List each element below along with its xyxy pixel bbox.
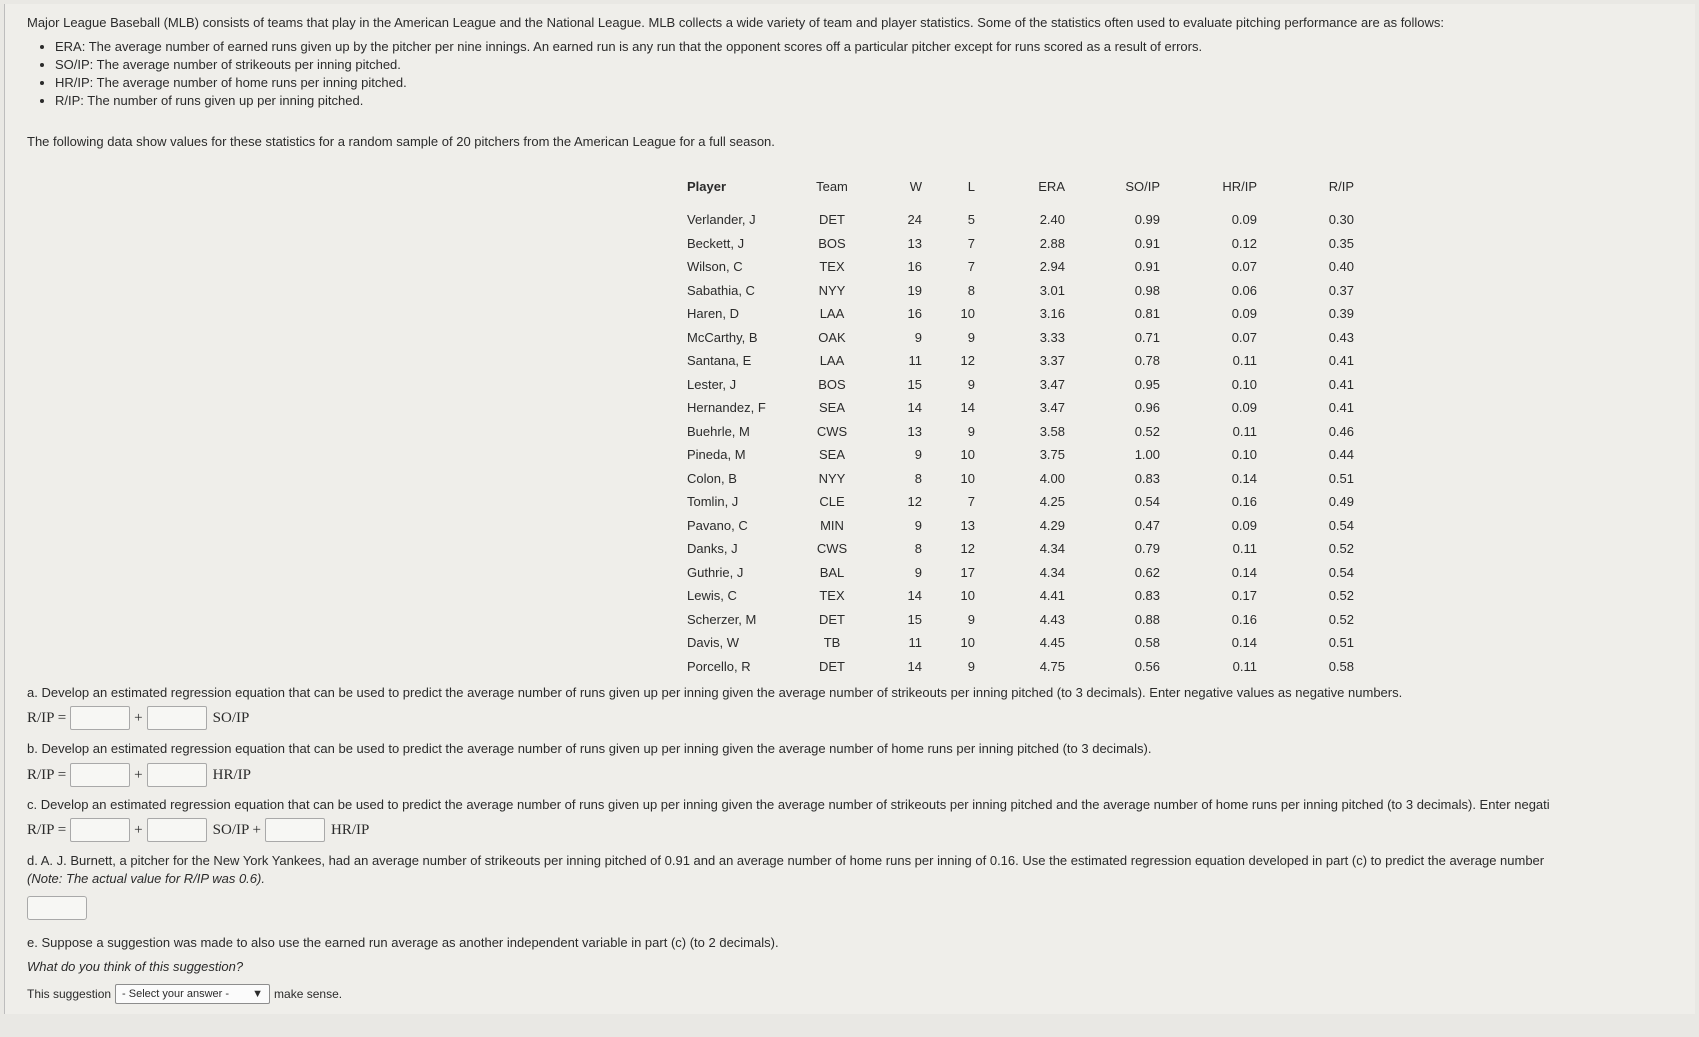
- variable-so-ip: SO/IP: [212, 709, 250, 726]
- cell-era: 3.58: [1039, 423, 1065, 439]
- equation-a-lhs: R/IP =: [27, 709, 67, 726]
- cell-r-ip: 0.43: [1328, 329, 1354, 345]
- table-row: [687, 561, 1354, 585]
- question-c: c. Develop an estimated regression equation that can be used to predict the average number of runs given up per inning given the average number of strikeouts per inning pitched and the average number of home runs per inning pitched (to 3 decimals). Enter negati: [27, 797, 1550, 812]
- cell-hr-ip: 0.10: [1231, 447, 1257, 463]
- cell-w: 9: [914, 564, 922, 580]
- header-l: L: [967, 178, 975, 194]
- cell-r-ip: 0.35: [1328, 235, 1354, 251]
- header-era: ERA: [1038, 178, 1065, 194]
- cell-l: 10: [960, 588, 975, 604]
- cell-player: Santana, E: [687, 353, 752, 369]
- cell-so-ip: 1.00: [1134, 447, 1160, 463]
- header-r-ip: R/IP: [1328, 178, 1354, 194]
- cell-w: 15: [907, 376, 922, 392]
- question-d-note: (Note: The actual value for R/IP was 0.6).: [27, 871, 265, 886]
- question-e-followup: What do you think of this suggestion?: [27, 959, 244, 974]
- question-e: e. Suppose a suggestion was made to also use the earned run average as another independent variable in part (c) (to 2 decimals).: [27, 935, 779, 950]
- cell-l: 13: [960, 517, 975, 533]
- cell-era: 4.45: [1039, 635, 1065, 651]
- cell-r-ip: 0.41: [1328, 400, 1354, 416]
- table-row: [687, 420, 1354, 444]
- cell-l: 14: [960, 400, 975, 416]
- cell-player: Buehrle, M: [687, 423, 750, 439]
- cell-hr-ip: 0.09: [1231, 306, 1257, 322]
- definition-r-ip: • R/IP: The number of runs given up per inning pitched.: [55, 92, 1677, 110]
- cell-era: 4.75: [1039, 658, 1065, 674]
- table-row: [687, 255, 1354, 279]
- cell-team: LAA: [819, 306, 845, 322]
- cell-w: 11: [908, 635, 922, 651]
- definition-so-ip: • SO/IP: The average number of strikeouts per inning pitched.: [55, 56, 1677, 74]
- cell-era: 3.47: [1039, 400, 1065, 416]
- variable-hr-ip: HR/IP: [330, 821, 370, 838]
- answer-a-intercept-input[interactable]: [70, 706, 130, 730]
- cell-player: Colon, B: [687, 470, 737, 486]
- cell-w: 9: [914, 517, 922, 533]
- cell-w: 19: [907, 282, 922, 298]
- cell-hr-ip: 0.09: [1231, 212, 1257, 228]
- plus-sign: +: [134, 821, 143, 838]
- pitcher-stats-table: [687, 176, 1354, 678]
- cell-player: Porcello, R: [687, 658, 751, 674]
- cell-w: 14: [907, 658, 922, 674]
- cell-team: CLE: [819, 494, 845, 510]
- definition-era: • ERA: The average number of earned runs given up by the pitcher per nine innings. An earned run is any run that the opponent scores off a particular pitcher except for runs scored as a result of errors.: [55, 38, 1677, 56]
- table-row: [687, 537, 1354, 561]
- cell-hr-ip: 0.14: [1231, 470, 1257, 486]
- cell-hr-ip: 0.09: [1231, 400, 1257, 416]
- cell-w: 13: [907, 235, 922, 251]
- answer-b-intercept-input[interactable]: [70, 763, 130, 787]
- cell-l: 5: [967, 212, 975, 228]
- cell-team: DET: [819, 212, 845, 228]
- cell-r-ip: 0.30: [1328, 212, 1354, 228]
- cell-era: 4.41: [1039, 588, 1065, 604]
- cell-r-ip: 0.52: [1328, 588, 1354, 604]
- intro-section: [27, 14, 1677, 110]
- cell-l: 10: [960, 470, 975, 486]
- cell-so-ip: 0.83: [1134, 588, 1160, 604]
- cell-player: Pineda, M: [687, 447, 746, 463]
- cell-player: Pavano, C: [687, 517, 748, 533]
- cell-era: 3.47: [1039, 376, 1065, 392]
- cell-l: 9: [967, 423, 975, 439]
- cell-so-ip: 0.88: [1134, 611, 1160, 627]
- cell-team: BAL: [819, 564, 845, 580]
- cell-r-ip: 0.54: [1328, 517, 1354, 533]
- cell-l: 9: [967, 376, 975, 392]
- question-page: [4, 4, 1695, 1014]
- question-d: d. A. J. Burnett, a pitcher for the New York Yankees, had an average number of strikeouts per inning pitched of 0.91 and an average number of home runs per inning of 0.16. Use the estimated regression equation developed in part (c) to predict the average number: [27, 853, 1545, 868]
- cell-so-ip: 0.78: [1134, 353, 1160, 369]
- cell-r-ip: 0.44: [1328, 447, 1354, 463]
- cell-era: 2.40: [1039, 212, 1065, 228]
- cell-player: Danks, J: [687, 541, 738, 557]
- cell-w: 16: [907, 306, 922, 322]
- cell-so-ip: 0.62: [1134, 564, 1160, 580]
- table-row: [687, 490, 1354, 514]
- chevron-down-icon: ▼: [252, 988, 264, 1000]
- cell-so-ip: 0.54: [1134, 494, 1160, 510]
- cell-player: Lester, J: [687, 376, 737, 392]
- answer-d-input[interactable]: [27, 896, 87, 920]
- cell-team: CWS: [816, 423, 848, 439]
- cell-player: Guthrie, J: [687, 564, 744, 580]
- cell-w: 14: [907, 400, 922, 416]
- cell-hr-ip: 0.16: [1231, 494, 1257, 510]
- cell-team: CWS: [816, 541, 848, 557]
- cell-player: Scherzer, M: [687, 611, 757, 627]
- cell-so-ip: 0.83: [1134, 470, 1160, 486]
- table-row: [687, 608, 1354, 632]
- cell-era: 3.33: [1039, 329, 1065, 345]
- cell-hr-ip: 0.17: [1231, 588, 1257, 604]
- sample-description: The following data show values for these statistics for a random sample of 20 pitchers from the American League for a full season.: [27, 134, 775, 149]
- plus-sign: +: [134, 766, 143, 783]
- cell-r-ip: 0.52: [1328, 611, 1354, 627]
- cell-player: McCarthy, B: [687, 329, 758, 345]
- cell-w: 8: [914, 541, 922, 557]
- cell-player: Haren, D: [687, 306, 740, 322]
- cell-era: 4.43: [1039, 611, 1065, 627]
- cell-player: Sabathia, C: [687, 282, 755, 298]
- cell-hr-ip: 0.06: [1231, 282, 1257, 298]
- cell-r-ip: 0.51: [1328, 635, 1354, 651]
- cell-team: DET: [819, 611, 845, 627]
- cell-team: TEX: [819, 588, 845, 604]
- cell-l: 7: [967, 259, 975, 275]
- table-row: [687, 326, 1354, 350]
- table-row: [687, 655, 1354, 679]
- cell-era: 4.00: [1039, 470, 1065, 486]
- table-row: [687, 584, 1354, 608]
- cell-so-ip: 0.91: [1134, 235, 1160, 251]
- cell-team: SEA: [818, 400, 845, 416]
- suggestion-row: [27, 984, 342, 1004]
- cell-so-ip: 0.47: [1134, 517, 1160, 533]
- cell-era: 3.37: [1039, 353, 1065, 369]
- cell-r-ip: 0.49: [1328, 494, 1354, 510]
- cell-l: 7: [967, 235, 975, 251]
- cell-hr-ip: 0.16: [1231, 611, 1257, 627]
- equation-c-lhs: R/IP =: [27, 821, 67, 838]
- cell-l: 9: [967, 658, 975, 674]
- equation-b: [27, 763, 251, 787]
- cell-era: 2.94: [1039, 259, 1065, 275]
- cell-r-ip: 0.51: [1328, 470, 1354, 486]
- cell-w: 24: [907, 212, 922, 228]
- cell-player: Wilson, C: [687, 259, 743, 275]
- cell-so-ip: 0.98: [1134, 282, 1160, 298]
- header-w: W: [909, 178, 922, 194]
- cell-era: 4.25: [1039, 494, 1065, 510]
- table-row: [687, 467, 1354, 491]
- intro-paragraph: Major League Baseball (MLB) consists of teams that play in the American League and the National League. MLB collects a wide variety of team and player statistics. Some of the statistics often used to evaluate pitching performance are as follows:: [27, 15, 1445, 30]
- cell-w: 14: [907, 588, 922, 604]
- header-hr-ip: HR/IP: [1222, 178, 1257, 194]
- question-b: b. Develop an estimated regression equation that can be used to predict the average number of runs given up per inning given the average number of home runs per inning pitched (to 3 decimals).: [27, 741, 1152, 756]
- header-team: Team: [816, 178, 848, 194]
- cell-r-ip: 0.52: [1328, 541, 1354, 557]
- cell-hr-ip: 0.07: [1231, 329, 1257, 345]
- cell-r-ip: 0.37: [1328, 282, 1354, 298]
- variable-hr-ip: HR/IP: [212, 766, 251, 783]
- cell-l: 12: [960, 353, 975, 369]
- cell-so-ip: 0.71: [1134, 329, 1160, 345]
- cell-r-ip: 0.58: [1328, 658, 1354, 674]
- cell-team: OAK: [818, 329, 846, 345]
- cell-hr-ip: 0.11: [1232, 658, 1257, 674]
- cell-r-ip: 0.39: [1328, 306, 1354, 322]
- cell-hr-ip: 0.10: [1231, 376, 1257, 392]
- cell-player: Davis, W: [687, 635, 739, 651]
- cell-r-ip: 0.41: [1328, 353, 1354, 369]
- table-row: [687, 514, 1354, 538]
- cell-l: 8: [967, 282, 975, 298]
- cell-team: NYY: [818, 282, 846, 298]
- cell-l: 17: [960, 564, 975, 580]
- header-player: Player: [687, 178, 727, 194]
- cell-era: 4.34: [1039, 564, 1065, 580]
- cell-player: Hernandez, F: [687, 400, 766, 416]
- answer-a-slope-input[interactable]: [147, 706, 207, 730]
- cell-hr-ip: 0.07: [1231, 259, 1257, 275]
- header-so-ip: SO/IP: [1125, 178, 1160, 194]
- cell-hr-ip: 0.14: [1231, 564, 1257, 580]
- table-row: [687, 279, 1354, 303]
- answer-c-intercept-input[interactable]: [70, 818, 130, 842]
- cell-l: 10: [960, 635, 975, 651]
- cell-so-ip: 0.56: [1134, 658, 1160, 674]
- answer-b-slope-input[interactable]: [147, 763, 207, 787]
- cell-w: 12: [907, 494, 922, 510]
- cell-hr-ip: 0.11: [1232, 541, 1257, 557]
- cell-era: 4.29: [1039, 517, 1065, 533]
- cell-so-ip: 0.99: [1134, 212, 1160, 228]
- cell-hr-ip: 0.09: [1231, 517, 1257, 533]
- cell-era: 4.34: [1039, 541, 1065, 557]
- stat-definitions: [27, 38, 1677, 110]
- answer-c-hr-coef-input[interactable]: [265, 818, 325, 842]
- cell-so-ip: 0.81: [1134, 306, 1160, 322]
- cell-player: Beckett, J: [687, 235, 745, 251]
- cell-hr-ip: 0.14: [1231, 635, 1257, 651]
- suggestion-select-placeholder: - Select your answer -: [122, 988, 230, 1000]
- equation-c: [27, 818, 369, 842]
- cell-l: 10: [960, 447, 975, 463]
- cell-r-ip: 0.46: [1328, 423, 1354, 439]
- table-row: [687, 443, 1354, 467]
- cell-w: 9: [914, 329, 922, 345]
- cell-l: 10: [960, 306, 975, 322]
- cell-era: 3.16: [1039, 306, 1065, 322]
- cell-w: 13: [907, 423, 922, 439]
- cell-w: 16: [907, 259, 922, 275]
- cell-r-ip: 0.54: [1328, 564, 1354, 580]
- equation-b-lhs: R/IP =: [27, 766, 67, 783]
- cell-team: TEX: [819, 259, 845, 275]
- equation-a: [27, 706, 249, 730]
- cell-w: 15: [907, 611, 922, 627]
- cell-w: 8: [914, 470, 922, 486]
- plus-sign: +: [134, 709, 143, 726]
- cell-so-ip: 0.52: [1134, 423, 1160, 439]
- table-row: [687, 373, 1354, 397]
- cell-so-ip: 0.58: [1134, 635, 1160, 651]
- suggestion-suffix: make sense.: [274, 987, 343, 1001]
- cell-so-ip: 0.91: [1134, 259, 1160, 275]
- cell-team: BOS: [818, 235, 846, 251]
- cell-team: BOS: [818, 376, 846, 392]
- variable-so-ip-plus: SO/IP +: [212, 821, 261, 838]
- definition-hr-ip: • HR/IP: The average number of home runs per inning pitched.: [55, 74, 1677, 92]
- table-row: [687, 232, 1354, 256]
- table-row: [687, 396, 1354, 420]
- cell-team: TB: [823, 635, 841, 651]
- cell-so-ip: 0.96: [1134, 400, 1160, 416]
- cell-l: 12: [960, 541, 975, 557]
- table-row: [687, 208, 1354, 232]
- cell-hr-ip: 0.11: [1232, 353, 1257, 369]
- cell-player: Verlander, J: [687, 212, 756, 228]
- table-row: [687, 631, 1354, 655]
- question-a: a. Develop an estimated regression equation that can be used to predict the average number of runs given up per inning given the average number of strikeouts per inning pitched (to 3 decimals). Enter negative values as negative numbers.: [27, 685, 1403, 700]
- cell-so-ip: 0.79: [1134, 541, 1160, 557]
- cell-player: Lewis, C: [687, 588, 737, 604]
- cell-era: 2.88: [1039, 235, 1065, 251]
- cell-hr-ip: 0.12: [1231, 235, 1257, 251]
- cell-w: 9: [914, 447, 922, 463]
- cell-era: 3.75: [1039, 447, 1065, 463]
- cell-team: NYY: [818, 470, 846, 486]
- cell-hr-ip: 0.11: [1232, 423, 1257, 439]
- cell-r-ip: 0.41: [1328, 376, 1354, 392]
- suggestion-prefix: This suggestion: [27, 987, 112, 1001]
- cell-era: 3.01: [1039, 282, 1065, 298]
- cell-l: 7: [967, 494, 975, 510]
- cell-l: 9: [967, 611, 975, 627]
- cell-so-ip: 0.95: [1134, 376, 1160, 392]
- cell-player: Tomlin, J: [687, 494, 739, 510]
- table-row: [687, 349, 1354, 373]
- cell-r-ip: 0.40: [1328, 259, 1354, 275]
- cell-team: MIN: [820, 517, 844, 533]
- cell-team: LAA: [819, 353, 845, 369]
- table-row: [687, 302, 1354, 326]
- table-header-row: [687, 176, 1354, 208]
- suggestion-select[interactable]: [115, 984, 270, 1004]
- cell-team: DET: [819, 658, 845, 674]
- cell-l: 9: [967, 329, 975, 345]
- answer-c-so-coef-input[interactable]: [147, 818, 207, 842]
- cell-team: SEA: [818, 447, 845, 463]
- cell-w: 11: [908, 353, 922, 369]
